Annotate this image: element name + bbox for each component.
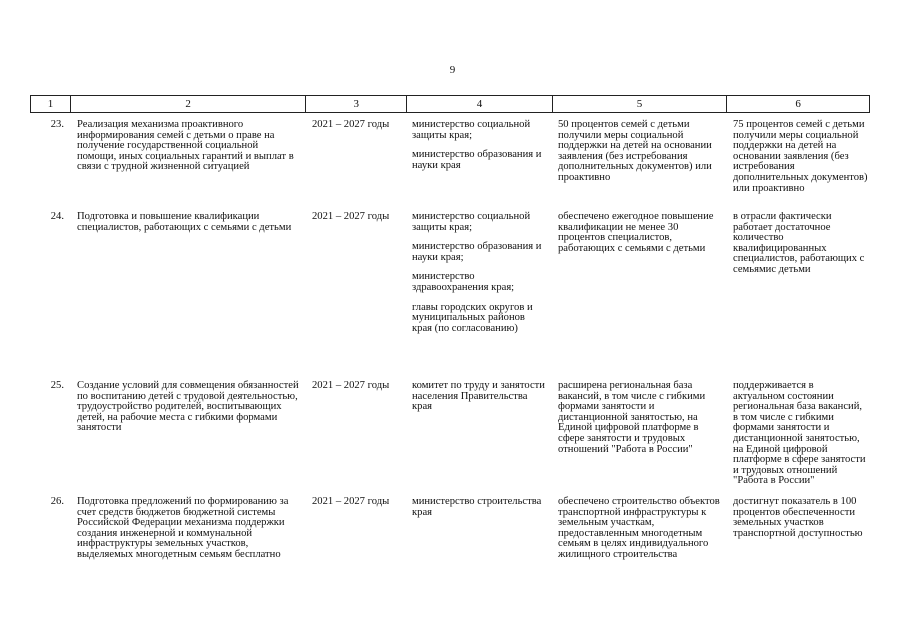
executor: министерство образования и науки края — [412, 149, 542, 171]
table-row — [30, 381, 870, 487]
header-col-6: 6 — [795, 98, 801, 110]
target-result: достигнут показатель в 100 процентов обеспеченности земельных участков транспортной доступностью — [733, 496, 863, 539]
target-result: поддерживается в актуальном состоянии региональная база вакансий, в том числе с гибкими формами занятости и дистанционной занятостью, на Единой цифровой платформе в сфере занятости и трудовых отношений "Работа в России" — [733, 380, 866, 487]
executors — [407, 120, 553, 194]
executor: министерство образования и науки края; — [412, 241, 542, 263]
period: 2021 – 2027 годы — [312, 380, 390, 391]
executors — [407, 212, 553, 343]
table-row — [30, 212, 870, 343]
table-row — [30, 497, 870, 561]
measure-name: Создание условий для совмещения обязанностей по воспитанию детей с трудовой деятельностью, трудоустройство родителей, воспитывающих детей, на рабочие места с гибкими формами занятости — [77, 380, 299, 434]
period: 2021 – 2027 годы — [312, 119, 390, 130]
row-number: 23. — [50, 119, 64, 130]
executor: главы городских округов и муниципальных районов края (по согласованию) — [412, 301, 533, 334]
target-result: 75 процентов семей с детьми получили меры социальной поддержки на детей на основании заявления (без истребования дополнительных документов) или проактивно — [733, 119, 868, 194]
header-col-2: 2 — [71, 96, 306, 112]
header-col-1: 1 — [31, 96, 71, 112]
row-number: 25. — [50, 380, 64, 391]
expected-result: обеспечено строительство объектов транспортной инфраструктуры к земельным участкам, предоставленным многодетным семьям в целях индивидуального жилищного строительства — [558, 496, 720, 560]
executor: министерство здравоохранения края; — [412, 271, 515, 293]
expected-result: обеспечено ежегодное повышение квалификации не менее 30 процентов специалистов, работающих с семьями с детьми — [558, 211, 714, 254]
header-col-3: 3 — [306, 96, 407, 112]
executors — [407, 381, 553, 487]
executor: министерство строительства края — [412, 496, 542, 518]
period: 2021 – 2027 годы — [312, 211, 390, 222]
executor: министерство социальной защиты края; — [412, 211, 531, 233]
executor: комитет по труду и занятости населения Правительства края — [412, 380, 545, 413]
expected-result: 50 процентов семей с детьми получили меры социальной поддержки на детей на основании заявления (без истребования дополнительных документов) или проактивно — [558, 119, 712, 183]
executors — [407, 497, 553, 561]
header-col-5: 5 — [553, 96, 728, 112]
expected-result: расширена региональная база вакансий, в том числе с гибкими формами занятости и дистанционной занятостью, на Единой цифровой платформе в сфере занятости и трудовых отношений "Работа в России" — [558, 380, 706, 455]
measure-name: Реализация механизма проактивного информирования семей с детьми о праве на получение государственной социальной помощи, иных социальных гарантий и выплат в связи с трудной жизненной ситуацией — [77, 119, 294, 173]
period: 2021 – 2027 годы — [312, 496, 390, 507]
measure-name: Подготовка предложений по формированию за счет средств бюджетов бюджетной системы Российской Федерации механизма поддержки создания инженерной и коммунальной инфраструктуры земельных участков, выделяемых многодетным семьям бесплатно — [77, 496, 289, 560]
table-row — [30, 120, 870, 194]
page-number: 9 — [449, 64, 456, 76]
target-result: в отрасли фактически работает достаточное количество квалифицированных специалистов, работающих с семьямис детьми — [733, 211, 865, 275]
header-col-4: 4 — [407, 96, 553, 112]
measure-name: Подготовка и повышение квалификации специалистов, работающих с семьями с детьми — [77, 211, 292, 233]
executor: министерство социальной защиты края; — [412, 119, 531, 141]
row-number: 26. — [50, 496, 64, 507]
row-number: 24. — [50, 211, 64, 222]
table-header — [30, 95, 870, 113]
